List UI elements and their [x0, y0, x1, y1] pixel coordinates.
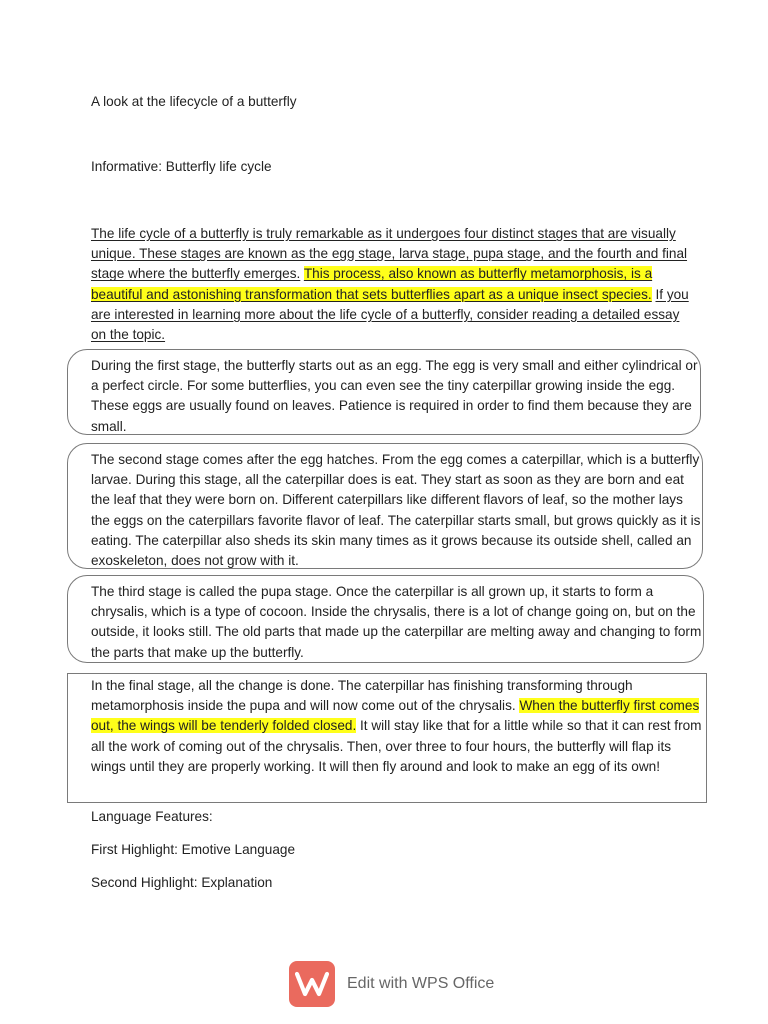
intro-text-part2: If you are interested in learning more about the life cycle of a butterfly, consider reading a detailed essay on the topic.: [91, 286, 689, 343]
stage4-text-part1: In the final stage, all the change is done. The caterpillar has finishing transforming through metamorphosis inside the pupa and will now come out of the chrysalis.: [91, 678, 633, 714]
stage1-box: [67, 349, 701, 435]
language-features-heading: Language Features:: [91, 809, 213, 824]
edit-with-wps-label: Edit with WPS Office: [347, 975, 495, 992]
stage4-box: [67, 673, 707, 803]
first-highlight-note: First Highlight: Emotive Language: [91, 842, 296, 857]
intro-text-part1: The life cycle of a butterfly is truly remarkable as it undergoes four distinct stages that are visually unique. These stages are known as the egg stage, larva stage, pupa stage, and the fourth and final stage where the butterfly emerges.: [91, 226, 688, 282]
wps-w-logo-icon: [289, 961, 335, 1007]
stage2-box: [67, 443, 703, 569]
stage2-paragraph: The second stage comes after the egg hatches. From the egg comes a caterpillar, which is a butterfly larvae. During this stage, all the caterpillar does is eat. They start as soon as they are born and eat the leaf that they were born on. Different caterpillars like different flavors of leaf, so the mother lays the eggs on the caterpillars favorite flavor of leaf. The caterpillar starts small, but grows quickly as it is eating. The caterpillar also sheds its skin many times as it grows because its outside shell, called an exoskeleton, does not grow with it.: [91, 452, 701, 569]
stage3-box: [67, 575, 704, 663]
edit-with-wps-banner[interactable]: [289, 960, 494, 1008]
second-highlight-note: Second Highlight: Explanation: [91, 875, 273, 890]
stage3-paragraph: The third stage is called the pupa stage. Once the caterpillar is all grown up, it starts to form a chrysalis, which is a type of cocoon. Inside the chrysalis, there is a lot of change going on, but on the outside, it looks still. The old parts that made up the caterpillar are melting away and changing to form the parts that make up the butterfly.: [91, 584, 702, 660]
document-subtitle: Informative: Butterfly life cycle: [91, 159, 272, 174]
intro-highlight: This process, also known as butterfly metamorphosis, is a beautiful and astonishing transformation that sets butterflies apart as a unique insect species.: [91, 266, 653, 302]
stage4-text-part2: It will stay like that for a little while so that it can rest from all the work of coming out of the chrysalis. Then, over three to four hours, the butterfly will flap its wings until they are properly working. It will then fly around and look to make an egg of its own!: [91, 718, 702, 774]
intro-paragraph: [91, 224, 691, 345]
stage4-highlight: When the butterfly first comes out, the wings will be tenderly folded closed.: [91, 698, 700, 734]
stage4-paragraph: [91, 676, 706, 777]
document-title: A look at the lifecycle of a butterfly: [91, 94, 297, 109]
stage1-paragraph: During the first stage, the butterfly starts out as an egg. The egg is very small and either cylindrical or a perfect circle. For some butterflies, you can even see the tiny caterpillar growing inside the egg. These eggs are usually found on leaves. Patience is required in order to find them because they are small.: [91, 358, 698, 434]
